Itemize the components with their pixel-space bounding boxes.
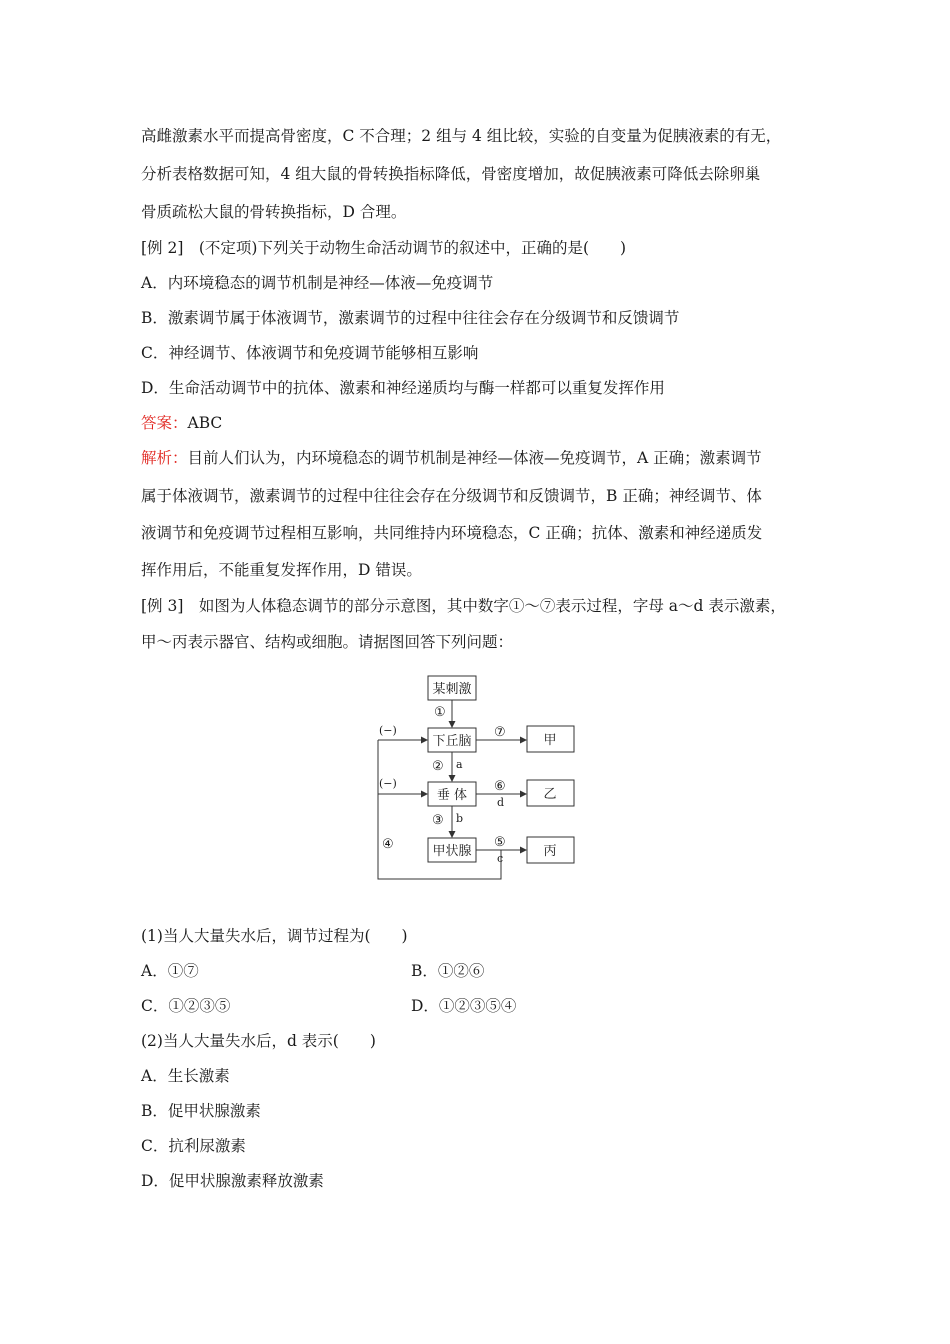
example-2-analysis-3: 液调节和免疫调节过程相互影响，共同维持内环境稳态，C 正确；抗体、激素和神经递质发 [141,524,763,542]
example-2-option-a: A．内环境稳态的调节机制是神经—体液—免疫调节 [141,274,494,292]
example-2-analysis-1 [141,447,762,469]
example-2-question: [例 2] (不定项)下列关于动物生命活动调节的叙述中，正确的是( ) [141,239,627,257]
letter-b: b [456,812,464,825]
yi-label: 乙 [543,787,557,802]
neg-mark-1: (−) [379,724,397,737]
intro-line-2: 分析表格数据可知，4 组大鼠的骨转换指标降低，骨密度增加，故促胰液素可降低去除卵巢 [141,165,761,183]
pituitary-label: 垂 体 [436,788,468,803]
example-2-answer [141,412,222,434]
example-2-option-c: C．神经调节、体液调节和免疫调节能够相互影响 [141,344,479,362]
example-2-option-b: B．激素调节属于体液调节，激素调节的过程中往往会存在分级调节和反馈调节 [141,309,680,327]
q1-option-a: A．①⑦ [141,962,199,980]
thyroid-label: 甲状腺 [432,844,472,859]
num-5: ⑤ [494,835,506,850]
intro-line-1: 高雌激素水平而提高骨密度，C 不合理；2 组与 4 组比较，实验的自变量为促胰液素的有无， [141,127,782,145]
num-2: ② [432,759,444,774]
num-7: ⑦ [494,725,506,740]
q1-option-c: C．①②③⑤ [141,997,231,1015]
example-3-question-2: 甲～丙表示器官、结构或细胞。请据图回答下列问题： [141,633,514,651]
num-3: ③ [432,813,444,828]
q1-question: (1)当人大量失水后，调节过程为( ) [141,927,408,945]
q2-option-b: B．促甲状腺激素 [141,1102,261,1120]
q2-option-a: A．生长激素 [141,1067,230,1085]
num-1: ① [434,705,446,720]
neg-mark-2: (−) [379,777,397,790]
example-2-analysis-4: 挥作用后，不能重复发挥作用，D 错误。 [141,561,422,579]
answer-value: ABC [187,414,223,432]
example-3-question-1: [例 3] 如图为人体稳态调节的部分示意图，其中数字①～⑦表示过程，字母 a～d 表示激素， [141,597,786,615]
letter-d: d [497,796,505,809]
example-2-analysis-2: 属于体液调节，激素调节的过程中往往会存在分级调节和反馈调节，B 正确；神经调节、体 [141,487,762,505]
letter-c: c [497,852,504,865]
q2-option-d: D．促甲状腺激素释放激素 [141,1172,324,1190]
q2-question: (2)当人大量失水后，d 表示( ) [141,1032,376,1050]
intro-line-3: 骨质疏松大鼠的骨转换指标，D 合理。 [141,203,407,221]
letter-a: a [456,758,463,771]
hypothalamus-label: 下丘脑 [432,734,472,749]
analysis-label: 解析： [141,449,188,467]
regulation-diagram [370,668,590,892]
num-4: ④ [382,837,394,852]
q1-option-b: B．①②⑥ [411,962,485,980]
num-6: ⑥ [494,779,506,794]
stimulus-label: 某刺激 [432,682,472,697]
example-2-option-d: D．生命活动调节中的抗体、激素和神经递质均与酶一样都可以重复发挥作用 [141,379,665,397]
q2-option-c: C．抗利尿激素 [141,1137,246,1155]
analysis-text-1: 目前人们认为，内环境稳态的调节机制是神经—体液—免疫调节，A 正确；激素调节 [187,449,762,467]
answer-label: 答案： [141,414,188,432]
bing-label: 丙 [543,844,557,859]
jia-label: 甲 [543,733,557,748]
q1-option-d: D．①②③⑤④ [411,997,517,1015]
diagram-svg [370,668,590,888]
